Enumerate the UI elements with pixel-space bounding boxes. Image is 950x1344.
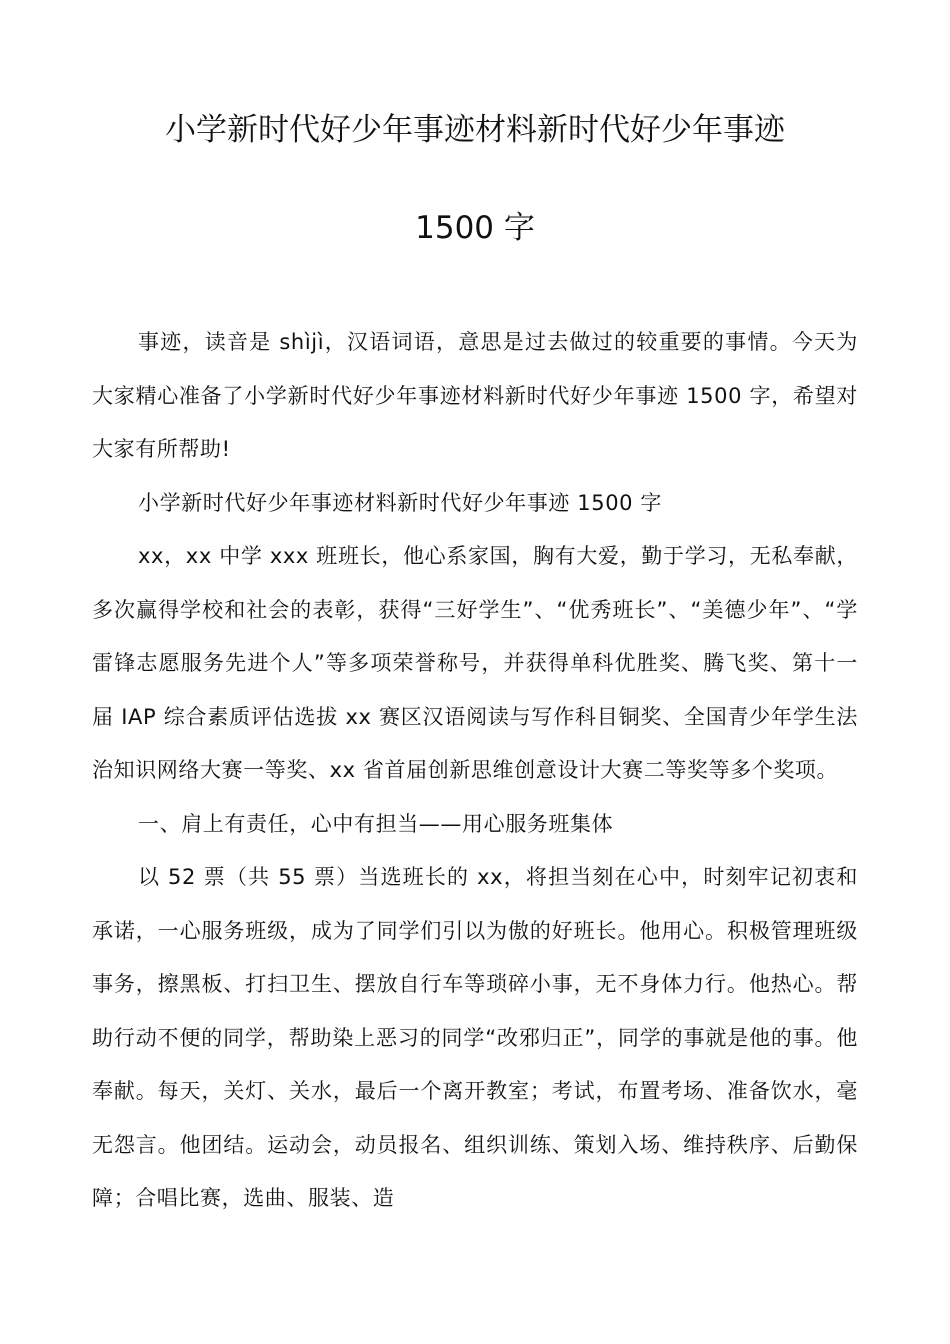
section-heading-1: 一、肩上有责任，心中有担当——用心服务班集体 [138,811,614,836]
paragraph-subtitle: 小学新时代好少年事迹材料新时代好少年事迹 1500 字 [138,490,662,515]
paragraph-section-1: 以 52 票（共 55 票）当选班长的 xx，将担当刻在心中，时刻牢记初衷和承诺，一心服务班级，成为了同学们引以为傲的好班长。他用心。积极管理班级事务，擦黑板、打扫卫生、摆放自行车等琐碎小事，无不身体力行。他热心。帮助行动不便的同学，帮助染上恶习的同学“改邪归正”，同学的事就是他的事。他奉献。每天，关灯、关水，最后一个离开教室；考试，布置考场、准备饮水，毫无怨言。他团结。运动会，动员报名、组织训练、策划入场、维持秩序、后勤保障；合唱比赛，选曲、服装、造 [92,865,858,1210]
document-title-line-2: 1500 字 [415,210,535,246]
paragraph-intro: 事迹，读音是 shìjì，汉语词语，意思是过去做过的较重要的事情。今天为大家精心准备了小学新时代好少年事迹材料新时代好少年事迹 1500 字，希望对大家有所帮助! [92,330,858,461]
document-title-line-1: 小学新时代好少年事迹材料新时代好少年事迹 [165,112,785,148]
paragraph-profile: xx，xx 中学 xxx 班班长，他心系家国，胸有大爱，勤于学习，无私奉献，多次赢得学校和社会的表彰，获得“三好学生”、“优秀班长”、“美德少年”、“学雷锋志愿服务先进个人”等多项荣誉称号，并获得单科优胜奖、腾飞奖、第十一届 IAP 综合素质评估选拔 xx 赛区汉语阅读与写作科目铜奖、全国青少年学生法治知识网络大赛一等奖、xx 省首届创新思维创意设计大赛二等奖等多个奖项。 [92,544,858,782]
document-body [92,316,858,1226]
